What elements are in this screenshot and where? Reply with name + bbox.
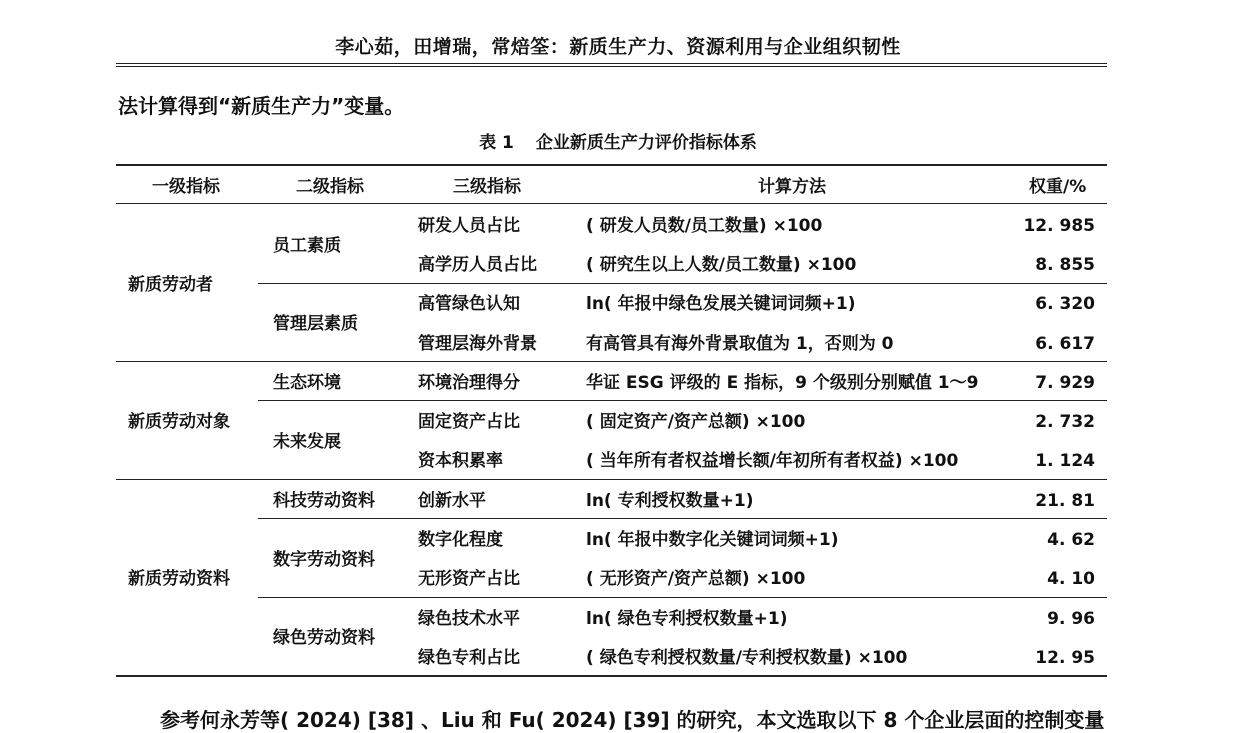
level1-cell: 新质劳动者 [128,275,213,295]
table-inner-rule [258,597,1107,598]
table-caption-number: 表 1 [479,133,514,153]
level3-cell: 绿色专利占比 [418,648,520,668]
table-top-rule [116,164,1107,166]
weight-cell: 4. 10 [1047,569,1095,589]
weight-cell: 4. 62 [1047,530,1095,550]
table-group-rule [116,479,1107,480]
level2-cell: 未来发展 [273,432,341,452]
method-cell: ln( 绿色专利授权数量+1) [586,609,788,629]
weight-cell: 1. 124 [1035,451,1095,471]
level2-cell: 数字劳动资料 [273,550,375,570]
table-bottom-rule [116,675,1107,677]
table-inner-rule [258,400,1107,401]
level3-cell: 高管绿色认知 [418,294,520,314]
method-cell: ( 研究生以上人数/员工数量) ×100 [586,255,857,275]
weight-cell: 21. 81 [1035,491,1095,511]
weight-cell: 9. 96 [1047,609,1095,629]
level2-cell: 科技劳动资料 [273,491,375,511]
level3-cell: 环境治理得分 [418,373,520,393]
table-inner-rule [258,518,1107,519]
method-cell: ( 研发人员数/员工数量) ×100 [586,216,823,236]
method-cell: 华证 ESG 评级的 E 指标，9 个级别分别赋值 1～9 [586,373,979,393]
table-group-rule [116,361,1107,362]
level3-cell: 无形资产占比 [418,569,520,589]
table-header-rule [116,203,1107,204]
header-rule-1 [116,63,1107,64]
level3-cell: 高学历人员占比 [418,255,537,275]
header-rule-2 [116,66,1107,67]
table-inner-rule [258,283,1107,284]
level3-cell: 固定资产占比 [418,412,520,432]
level2-cell: 管理层素质 [273,314,358,334]
page-header-title: 李心茹，田增瑞，常焙筌：新质生产力、资源利用与企业组织韧性 [335,36,901,58]
level2-cell: 生态环境 [273,373,341,393]
weight-cell: 6. 320 [1035,294,1095,314]
column-header-level3: 三级指标 [453,177,521,197]
column-header-level1: 一级指标 [152,177,220,197]
level3-cell: 数字化程度 [418,530,503,550]
weight-cell: 8. 855 [1035,255,1095,275]
method-cell: ( 当年所有者权益增长额/年初所有者权益) ×100 [586,451,959,471]
level3-cell: 管理层海外背景 [418,334,537,354]
level2-cell: 绿色劳动资料 [273,628,375,648]
method-cell: ( 固定资产/资产总额) ×100 [586,412,806,432]
footer-text-fragment: 参考何永芳等( 2024) [38] 、Liu 和 Fu( 2024) [39] 的研究，本文选取以下 8 个企业层面的控制变量 [160,708,1105,732]
weight-cell: 12. 985 [1023,216,1095,236]
weight-cell: 2. 732 [1035,412,1095,432]
level3-cell: 绿色技术水平 [418,609,520,629]
level3-cell: 资本积累率 [418,451,503,471]
level1-cell: 新质劳动对象 [128,412,230,432]
method-cell: ln( 专利授权数量+1) [586,491,754,511]
weight-cell: 6. 617 [1035,334,1095,354]
body-paragraph: 法计算得到“新质生产力”变量。 [118,94,405,118]
method-cell: 有高管具有海外背景取值为 1，否则为 0 [586,334,894,354]
method-cell: ln( 年报中绿色发展关键词词频+1) [586,294,856,314]
column-header-method: 计算方法 [758,177,826,197]
method-cell: ( 无形资产/资产总额) ×100 [586,569,806,589]
table-caption [0,128,1236,153]
weight-cell: 7. 929 [1035,373,1095,393]
level1-cell: 新质劳动资料 [128,569,230,589]
method-cell: ( 绿色专利授权数量/专利授权数量) ×100 [586,648,908,668]
column-header-weight: 权重/% [1029,177,1087,197]
level2-cell: 员工素质 [273,236,341,256]
table-caption-text: 企业新质生产力评价指标体系 [535,133,757,153]
weight-cell: 12. 95 [1035,648,1095,668]
level3-cell: 创新水平 [418,491,486,511]
column-header-level2: 二级指标 [296,177,364,197]
method-cell: ln( 年报中数字化关键词词频+1) [586,530,839,550]
level3-cell: 研发人员占比 [418,216,520,236]
